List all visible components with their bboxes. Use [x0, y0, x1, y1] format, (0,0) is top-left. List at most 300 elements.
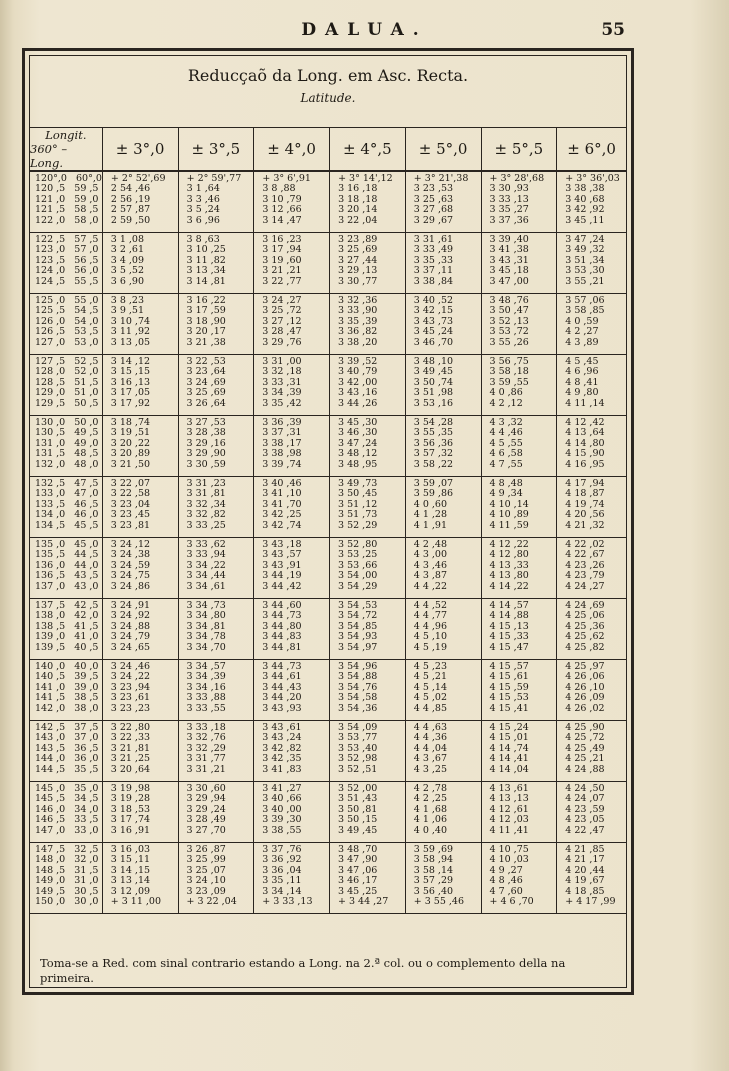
reduction-cell: 3 38 ,55	[262, 824, 302, 836]
spacer	[65, 886, 74, 897]
complement-value: 33 ,5	[74, 814, 99, 826]
longitude-value: 136 ,5	[35, 570, 66, 582]
reduction-cell: 3 11 ,92	[110, 326, 151, 338]
complement-value: 36 ,5	[74, 742, 99, 754]
longitude-value: 132 ,5	[35, 478, 66, 489]
reduction-cell: 4 26 ,02	[565, 702, 605, 714]
longitude-value: 126 ,0	[35, 315, 66, 327]
table-frame-inner	[29, 55, 627, 988]
longitude-cell	[30, 826, 102, 836]
reduction-cell: 4 4 ,52	[413, 600, 447, 611]
reduction-cell: 3 42 ,74	[262, 519, 302, 531]
spacer	[65, 570, 74, 581]
complement-value: 49 ,0	[74, 437, 99, 449]
reduction-column	[481, 599, 557, 659]
reduction-cell: 3 54 ,72	[338, 610, 378, 622]
reduction-column	[102, 660, 178, 720]
reduction-cell: 4 5 ,14	[413, 681, 447, 693]
row-group	[30, 660, 626, 721]
reduction-cell: 3 45 ,25	[338, 885, 378, 897]
reduction-cell: 3 52 ,80	[338, 539, 378, 550]
reduction-column	[178, 782, 254, 842]
reduction-cell: 3 59 ,69	[413, 844, 454, 855]
longitude-value: 140 ,0	[35, 661, 66, 672]
reduction-cell: 4 23 ,05	[565, 814, 605, 826]
complement-value: 46 ,0	[74, 509, 99, 521]
reduction-cell: 3 41 ,70	[262, 498, 302, 510]
reduction-cell: 4 23 ,26	[565, 559, 605, 571]
reduction-cell: 3 52 ,98	[338, 753, 378, 765]
reduction-cell: 4 24 ,27	[565, 580, 605, 592]
complement-value: 31 ,0	[74, 875, 99, 887]
reduction-cell: 3 40 ,79	[338, 366, 378, 378]
reduction-cell: 3 46 ,17	[338, 875, 378, 887]
longitude-value: 141 ,0	[35, 681, 66, 693]
reduction-cell: 3 27 ,12	[262, 315, 302, 327]
reduction-column	[329, 782, 405, 842]
reduction-cell: 3 51 ,12	[338, 498, 378, 510]
reduction-cell: 3 38 ,17	[262, 437, 302, 449]
longitude-cell	[30, 277, 102, 287]
reduction-cell: 4 26 ,06	[565, 671, 605, 683]
complement-value: 37 ,5	[74, 722, 99, 733]
reduction-cell: 4 1 ,68	[413, 803, 447, 815]
reduction-cell: 3 24 ,12	[110, 539, 151, 550]
reduction-cell: 3 6 ,90	[110, 275, 144, 287]
reduction-cell: 4 3 ,25	[413, 763, 447, 775]
column-header: ± 4°,0	[253, 128, 329, 170]
reduction-column	[253, 660, 329, 720]
spacer	[65, 356, 74, 367]
reduction-column	[102, 416, 178, 476]
reduction-column	[178, 355, 254, 415]
reduction-cell: 4 25 ,90	[565, 722, 605, 733]
reduction-cell: 3 22 ,77	[262, 275, 302, 287]
complement-value: 33 ,0	[74, 824, 99, 836]
reduction-column	[556, 660, 626, 720]
longitude-value: 135 ,0	[35, 539, 66, 550]
longitude-column	[30, 233, 102, 293]
longitude-value: 138 ,5	[35, 620, 66, 632]
reduction-cell: 3 43 ,61	[262, 722, 302, 733]
reduction-column	[481, 782, 557, 842]
complement-value: 51 ,0	[74, 387, 99, 399]
reduction-cell: 4 25 ,06	[565, 610, 605, 622]
reduction-cell: 4 0 ,40	[413, 824, 447, 836]
longitude-value: 128 ,0	[35, 366, 66, 378]
reduction-column	[556, 294, 626, 354]
reduction-cell: + 3 55 ,46	[413, 895, 465, 907]
reduction-cell: 3 31 ,23	[186, 478, 226, 489]
reduction-column	[329, 721, 405, 781]
reduction-column	[556, 538, 626, 598]
reduction-cell: 4 7 ,60	[489, 885, 523, 897]
reduction-cell: 3 13 ,34	[186, 265, 226, 277]
reduction-cell: 3 45 ,18	[489, 265, 529, 277]
reduction-cell: 3 34 ,61	[186, 580, 226, 592]
reduction-cell: 3 46 ,70	[413, 336, 454, 348]
reduction-cell: 3 34 ,22	[186, 559, 226, 571]
longitude-column	[30, 721, 102, 781]
reduction-cell: + 2° 52',69	[110, 173, 166, 184]
reduction-cell: 3 47 ,90	[338, 854, 378, 866]
running-title: DALUA.	[301, 20, 428, 40]
reduction-cell: 3 53 ,66	[338, 559, 378, 571]
longitude-value: 142 ,5	[35, 722, 66, 733]
longitude-value: 150 ,0	[35, 895, 66, 907]
reduction-column	[556, 172, 626, 232]
reduction-cell: 3 29 ,16	[186, 437, 226, 449]
reduction-cell: 3 22 ,80	[110, 722, 151, 733]
reduction-cell: 4 5 ,19	[413, 641, 447, 653]
reduction-cell: 3 31 ,77	[186, 753, 226, 765]
reduction-cell: 3 33 ,94	[186, 549, 226, 561]
reduction-cell: 3 39 ,40	[489, 234, 529, 245]
reduction-column	[178, 660, 254, 720]
reduction-cell: 4 3 ,67	[413, 753, 447, 765]
reduction-cell: 4 21 ,85	[565, 844, 605, 855]
reduction-cell: 3 55 ,26	[489, 336, 529, 348]
complement-value: 47 ,0	[74, 488, 99, 500]
reduction-cell: 3 45 ,30	[338, 417, 378, 428]
reduction-column	[253, 294, 329, 354]
reduction-cell: 3 40 ,66	[262, 793, 302, 805]
reduction-cell: 4 17 ,94	[565, 478, 605, 489]
reduction-cell: 3 50 ,81	[338, 803, 378, 815]
reduction-cell: 3 37 ,76	[262, 844, 302, 855]
reduction-cell: 3 25 ,63	[413, 193, 454, 205]
reduction-cell: 3 50 ,45	[338, 488, 378, 500]
reduction-table	[30, 127, 626, 914]
reduction-cell: 3 58 ,85	[565, 305, 605, 317]
longitude-value: 133 ,0	[35, 488, 66, 500]
reduction-cell: 3 33 ,31	[262, 376, 302, 388]
complement-value: 42 ,5	[74, 600, 99, 611]
reduction-cell: 3 20 ,89	[110, 448, 151, 460]
reduction-cell: 4 15 ,90	[565, 448, 605, 460]
reduction-cell: 3 30 ,60	[186, 783, 226, 794]
reduction-cell: 3 54 ,36	[338, 702, 378, 714]
reduction-cell: 3 25 ,69	[186, 387, 226, 399]
reduction-cell: 3 57 ,06	[565, 295, 605, 306]
reduction-column	[253, 721, 329, 781]
reduction-cell: 3 40 ,46	[262, 478, 302, 489]
reduction-column	[329, 477, 405, 537]
complement-value: 55 ,0	[74, 295, 99, 306]
reduction-cell: 3 55 ,35	[413, 427, 454, 439]
complement-value: 40 ,0	[74, 661, 99, 672]
reduction-cell: 3 44 ,43	[262, 681, 302, 693]
spacer	[65, 509, 74, 520]
longitude-value: 146 ,5	[35, 814, 66, 826]
spacer	[65, 488, 74, 499]
reduction-cell: 3 44 ,26	[338, 397, 378, 409]
reduction-cell: 4 7 ,55	[489, 458, 523, 470]
reduction-cell: 3 51 ,98	[413, 387, 454, 399]
reduction-cell: 3 23 ,04	[110, 498, 151, 510]
reduction-cell: 4 11 ,59	[489, 519, 529, 531]
longitude-value: 136 ,0	[35, 559, 66, 571]
reduction-cell: 3 48 ,76	[489, 295, 529, 306]
reduction-cell: + 3° 21',38	[413, 173, 469, 184]
longitude-value: 121 ,5	[35, 204, 66, 216]
reduction-cell: 4 4 ,96	[413, 620, 447, 632]
reduction-cell: 4 8 ,46	[489, 875, 523, 887]
reduction-cell: 3 17 ,92	[110, 397, 151, 409]
reduction-cell: 3 24 ,69	[186, 376, 226, 388]
reduction-column	[329, 660, 405, 720]
reduction-cell: 3 35 ,11	[262, 875, 302, 887]
spacer	[65, 671, 74, 682]
reduction-cell: 3 40 ,52	[413, 295, 454, 306]
reduction-column	[253, 355, 329, 415]
longitude-cell	[30, 521, 102, 531]
reduction-column	[178, 721, 254, 781]
reduction-cell: 4 5 ,55	[489, 437, 523, 449]
reduction-cell: 4 11 ,41	[489, 824, 529, 836]
reduction-column	[481, 477, 557, 537]
reduction-cell: 3 44 ,73	[262, 610, 302, 622]
reduction-cell: 3 53 ,40	[338, 742, 378, 754]
reduction-cell: 3 11 ,82	[186, 254, 226, 266]
reduction-cell: 4 18 ,87	[565, 488, 605, 500]
reduction-column	[253, 172, 329, 232]
reduction-cell: 4 15 ,41	[489, 702, 529, 714]
complement-value: 31 ,5	[74, 864, 99, 876]
reduction-cell: 3 29 ,90	[186, 448, 226, 460]
spacer	[65, 692, 74, 703]
reduction-cell: 3 19 ,51	[110, 427, 151, 439]
longitude-value: 137 ,5	[35, 600, 66, 611]
longitude-cell	[30, 765, 102, 775]
spacer	[65, 631, 74, 642]
reduction-column	[178, 233, 254, 293]
complement-value: 39 ,0	[74, 681, 99, 693]
reduction-cell: 3 23 ,23	[110, 702, 151, 714]
spacer	[65, 305, 74, 316]
reduction-cell: 3 23 ,45	[110, 509, 151, 521]
reduction-column	[253, 477, 329, 537]
spacer	[65, 234, 74, 245]
reduction-cell: 4 0 ,60	[413, 498, 447, 510]
reduction-column	[178, 538, 254, 598]
longitude-header	[30, 128, 102, 170]
spacer	[65, 844, 74, 855]
reduction-cell: 4 5 ,21	[413, 671, 447, 683]
reduction-column	[102, 172, 178, 232]
reduction-cell: 3 31 ,21	[186, 763, 226, 775]
longitude-value: 127 ,0	[35, 336, 66, 348]
reduction-cell: 4 19 ,74	[565, 498, 605, 510]
reduction-cell: 3 54 ,09	[338, 722, 378, 733]
reduction-cell: 3 35 ,33	[413, 254, 454, 266]
complement-value: 38 ,5	[74, 692, 99, 704]
reduction-cell: 3 24 ,27	[262, 295, 302, 306]
reduction-cell: 3 22 ,07	[110, 478, 151, 489]
reduction-cell: 3 27 ,44	[338, 254, 378, 266]
reduction-cell: 3 33 ,55	[186, 702, 226, 714]
reduction-cell: 3 42 ,00	[338, 376, 378, 388]
longitude-value: 147 ,0	[35, 824, 66, 836]
reduction-cell: 3 34 ,39	[186, 671, 226, 683]
reduction-cell: 3 30 ,93	[489, 183, 529, 195]
reduction-cell: 3 37 ,31	[262, 427, 302, 439]
reduction-cell: 3 20 ,14	[338, 204, 378, 216]
reduction-cell: 3 25 ,69	[338, 244, 378, 256]
reduction-cell: 3 20 ,22	[110, 437, 151, 449]
longitude-value: 130 ,5	[35, 427, 66, 439]
reduction-cell: 3 58 ,14	[413, 864, 454, 876]
spacer	[65, 783, 74, 794]
longitude-cell	[30, 460, 102, 470]
reduction-cell: 3 57 ,32	[413, 448, 454, 460]
reduction-cell: + 3° 36',03	[565, 173, 620, 184]
reduction-cell: 3 52 ,00	[338, 783, 378, 794]
reduction-cell: 3 8 ,23	[110, 295, 144, 306]
complement-value: 40 ,5	[74, 641, 99, 653]
reduction-cell: 3 20 ,17	[186, 326, 226, 338]
longitude-value: 127 ,5	[35, 356, 66, 367]
longitude-cell	[30, 399, 102, 409]
reduction-cell: 2 57 ,87	[110, 204, 151, 216]
reduction-cell: 3 34 ,81	[186, 620, 226, 632]
reduction-cell: 3 34 ,14	[262, 885, 302, 897]
reduction-cell: 4 14 ,04	[489, 763, 529, 775]
reduction-cell: + 3 44 ,27	[338, 895, 389, 907]
longitude-value: 124 ,5	[35, 275, 66, 287]
reduction-cell: 3 56 ,75	[489, 356, 529, 367]
longitude-value: 149 ,5	[35, 885, 66, 897]
spacer	[65, 682, 74, 693]
reduction-column	[481, 721, 557, 781]
reduction-cell: 3 27 ,70	[186, 824, 226, 836]
longitude-cell	[30, 216, 102, 226]
reduction-cell: 3 12 ,09	[110, 885, 151, 897]
reduction-cell: 4 16 ,95	[565, 458, 605, 470]
reduction-cell: 4 10 ,75	[489, 844, 529, 855]
complement-value: 51 ,5	[74, 376, 99, 388]
spacer	[65, 337, 74, 348]
reduction-cell: 3 54 ,96	[338, 661, 378, 672]
reduction-cell: 3 47 ,06	[338, 864, 378, 876]
reduction-column	[329, 355, 405, 415]
table-caption-block	[30, 66, 626, 105]
spacer	[65, 875, 74, 886]
reduction-cell: 3 22 ,33	[110, 732, 151, 744]
reduction-cell: 3 33 ,88	[186, 692, 226, 704]
reduction-column	[253, 538, 329, 598]
longitude-value: 129 ,0	[35, 387, 66, 399]
table-footnote: Toma-se a Red. com sinal contrario estando a Long. na 2.ª col. ou o complemento della na primeira.	[40, 956, 566, 985]
reduction-cell: 3 54 ,97	[338, 641, 378, 653]
reduction-cell: 3 27 ,53	[186, 417, 226, 428]
reduction-cell: 3 54 ,76	[338, 681, 378, 693]
reduction-column	[405, 477, 481, 537]
spacer	[65, 255, 74, 266]
reduction-column	[329, 294, 405, 354]
reduction-cell: 3 35 ,39	[338, 315, 378, 327]
reduction-cell: 3 21 ,21	[262, 265, 302, 277]
reduction-cell: 4 9 ,80	[565, 387, 599, 399]
reduction-cell: 3 37 ,36	[489, 214, 529, 226]
reduction-cell: 3 21 ,25	[110, 753, 151, 765]
reduction-column	[329, 233, 405, 293]
reduction-column	[481, 416, 557, 476]
reduction-cell: 4 15 ,59	[489, 681, 529, 693]
reduction-column	[481, 355, 557, 415]
reduction-cell: 3 42 ,25	[262, 509, 302, 521]
reduction-cell: 4 4 ,63	[413, 722, 447, 733]
reduction-cell: 4 3 ,32	[489, 417, 523, 428]
reduction-cell: 3 59 ,55	[489, 376, 529, 388]
longitude-value: 149 ,0	[35, 875, 66, 887]
reduction-cell: 3 42 ,15	[413, 305, 454, 317]
reduction-cell: 4 25 ,36	[565, 620, 605, 632]
complement-value: 35 ,0	[74, 783, 99, 794]
reduction-cell: 3 19 ,28	[110, 793, 151, 805]
complement-value: 42 ,0	[74, 610, 99, 622]
reduction-column	[102, 599, 178, 659]
reduction-column	[253, 843, 329, 913]
reduction-cell: 3 15 ,15	[110, 366, 151, 378]
spacer	[65, 804, 74, 815]
table-frame	[22, 48, 634, 995]
complement-value: 38 ,0	[74, 702, 99, 714]
spacer	[65, 265, 74, 276]
reduction-cell: 3 50 ,47	[489, 305, 529, 317]
reduction-cell: 3 23 ,94	[110, 681, 151, 693]
reduction-cell: 3 53 ,25	[338, 549, 378, 561]
longitude-value: 145 ,5	[35, 793, 66, 805]
reduction-cell: 3 43 ,93	[262, 702, 302, 714]
reduction-cell: + 3° 6',91	[262, 173, 311, 184]
spacer	[65, 661, 74, 672]
reduction-cell: 3 47 ,00	[489, 275, 529, 287]
spacer	[65, 793, 74, 804]
complement-value: 57 ,0	[74, 244, 99, 256]
reduction-cell: 3 54 ,85	[338, 620, 378, 632]
spacer	[65, 377, 74, 388]
reduction-cell: 3 27 ,68	[413, 204, 454, 216]
reduction-cell: 3 34 ,44	[186, 570, 226, 582]
reduction-column	[102, 294, 178, 354]
reduction-cell: 3 39 ,52	[338, 356, 378, 367]
reduction-cell: 2 59 ,50	[110, 214, 151, 226]
reduction-cell: 3 9 ,51	[110, 305, 144, 317]
reduction-cell: 4 21 ,17	[565, 854, 605, 866]
reduction-cell: 3 34 ,70	[186, 641, 226, 653]
reduction-cell: 3 29 ,76	[262, 336, 302, 348]
reduction-cell: 3 17 ,59	[186, 305, 226, 317]
reduction-cell: 3 32 ,36	[338, 295, 378, 306]
complement-value: 44 ,5	[74, 549, 99, 561]
reduction-cell: 4 6 ,58	[489, 448, 523, 460]
reduction-column	[102, 477, 178, 537]
spacer	[65, 560, 74, 571]
reduction-cell: 3 44 ,42	[262, 580, 302, 592]
reduction-cell: 3 58 ,94	[413, 854, 454, 866]
longitude-value: 122 ,0	[35, 214, 66, 226]
longitude-value: 123 ,5	[35, 254, 66, 266]
reduction-cell: 3 32 ,76	[186, 732, 226, 744]
reduction-cell: 3 21 ,38	[186, 336, 226, 348]
longitude-value: 144 ,5	[35, 763, 66, 775]
reduction-cell: 3 24 ,59	[110, 559, 151, 571]
complement-value: 45 ,0	[74, 539, 99, 550]
reduction-cell: 4 2 ,78	[413, 783, 447, 794]
reduction-cell: 3 24 ,88	[110, 620, 151, 632]
reduction-cell: + 3° 28',68	[489, 173, 545, 184]
